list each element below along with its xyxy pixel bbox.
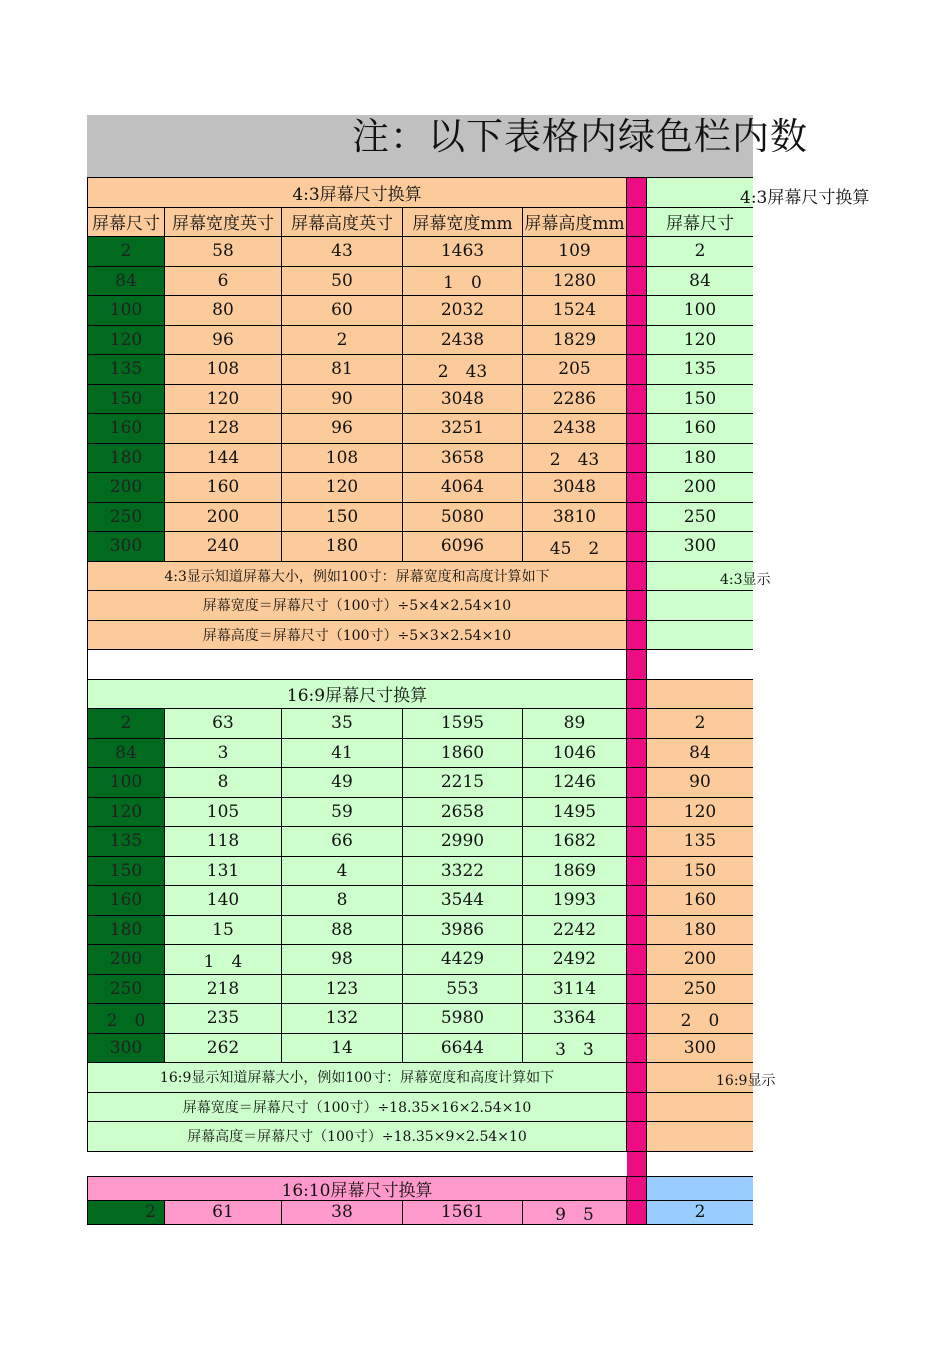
right-empty-cell[interactable] — [647, 621, 753, 651]
cell-screen-size[interactable]: 200 — [87, 945, 165, 975]
table-row — [87, 827, 753, 857]
cell-width-inch[interactable]: 63 — [165, 709, 282, 739]
cell-height-inch[interactable]: 120 — [282, 473, 403, 503]
cell-height-mm[interactable]: 2 43 — [523, 444, 627, 474]
table-row — [87, 503, 753, 533]
divider-cell — [627, 562, 647, 592]
cell-width-mm[interactable]: 1 0 — [403, 267, 523, 297]
divider-cell — [627, 178, 647, 208]
cell-width-inch[interactable]: 118 — [165, 827, 282, 857]
cell-height-mm[interactable]: 89 — [523, 709, 627, 739]
divider-cell — [627, 827, 647, 857]
right-cell-screen-size[interactable]: 150 — [647, 385, 753, 415]
section-1610-row — [87, 1201, 753, 1225]
right-43-title-cell[interactable] — [647, 178, 753, 208]
table-row — [87, 267, 753, 297]
right-cell-screen-size[interactable]: 200 — [647, 473, 753, 503]
cell-screen-size[interactable]: 2 — [87, 709, 165, 739]
cell-height-inch[interactable]: 180 — [282, 532, 403, 562]
section-169-formula-w-row — [87, 1093, 753, 1123]
cell-screen-size[interactable]: 150 — [87, 385, 165, 415]
right-cell-screen-size[interactable]: 2 — [647, 1201, 753, 1225]
table-row — [87, 355, 753, 385]
section-169-note-row — [87, 1063, 776, 1093]
table-row — [87, 945, 753, 975]
right-cell-screen-size[interactable]: 2 0 — [647, 1004, 753, 1034]
right-169-title-cell[interactable] — [647, 680, 753, 710]
right-cell-screen-size[interactable]: 90 — [647, 768, 753, 798]
cell-width-mm[interactable]: 2 43 — [403, 355, 523, 385]
divider-cell — [627, 414, 647, 444]
cell-height-mm[interactable]: 3048 — [523, 473, 627, 503]
cell-width-inch[interactable]: 105 — [165, 798, 282, 828]
section-169-title[interactable]: 16:9屏幕尺寸换算 — [87, 680, 627, 710]
divider-cell — [627, 1093, 647, 1123]
cell-screen-size[interactable]: 250 — [87, 975, 165, 1005]
cell-height-inch[interactable]: 132 — [282, 1004, 403, 1034]
cell-width-inch[interactable]: 144 — [165, 444, 282, 474]
cell-height-inch[interactable]: 81 — [282, 355, 403, 385]
divider-cell — [627, 1201, 647, 1225]
cell-height-mm[interactable]: 1246 — [523, 768, 627, 798]
section-43-formula-w-row — [87, 591, 753, 621]
cell-height-inch[interactable]: 38 — [282, 1201, 403, 1225]
right-cell-screen-size[interactable]: 135 — [647, 827, 753, 857]
table-row — [87, 1004, 753, 1034]
divider-cell — [627, 798, 647, 828]
cell-height-inch[interactable]: 2 — [282, 326, 403, 356]
cell-width-mm[interactable]: 4064 — [403, 473, 523, 503]
section-169-formula-height[interactable]: 屏幕高度＝屏幕尺寸（100寸）÷18.35×9×2.54×10 — [87, 1122, 627, 1152]
table-row — [87, 385, 753, 415]
cell-height-mm[interactable]: 205 — [523, 355, 627, 385]
cell-width-mm[interactable]: 4429 — [403, 945, 523, 975]
right-empty-cell[interactable] — [647, 650, 753, 680]
cell-width-inch[interactable]: 120 — [165, 385, 282, 415]
cell-screen-size[interactable]: 250 — [87, 503, 165, 533]
empty-gap — [87, 1152, 627, 1176]
divider-cell — [627, 208, 647, 238]
cell-width-inch[interactable]: 262 — [165, 1034, 282, 1064]
divider-cell — [627, 296, 647, 326]
cell-width-inch[interactable]: 58 — [165, 237, 282, 267]
cell-height-mm[interactable]: 3 3 — [523, 1034, 627, 1064]
cell-width-inch[interactable]: 235 — [165, 1004, 282, 1034]
right-empty-cell[interactable] — [647, 591, 753, 621]
right-cell-screen-size[interactable]: 200 — [647, 945, 753, 975]
section-169-formula-width[interactable]: 屏幕宽度＝屏幕尺寸（100寸）÷18.35×16×2.54×10 — [87, 1093, 627, 1123]
cell-width-mm[interactable]: 1561 — [403, 1201, 523, 1225]
divider-cell — [627, 650, 647, 680]
cell-width-inch[interactable]: 61 — [165, 1201, 282, 1225]
spreadsheet — [87, 177, 870, 1225]
cell-height-inch[interactable]: 60 — [282, 296, 403, 326]
cell-width-inch[interactable]: 15 — [165, 916, 282, 946]
right-cell-screen-size[interactable]: 120 — [647, 798, 753, 828]
section-169-title-row — [87, 680, 753, 710]
cell-width-mm[interactable]: 3048 — [403, 385, 523, 415]
cell-width-mm[interactable]: 6096 — [403, 532, 523, 562]
divider-cell — [627, 945, 647, 975]
right-cell-screen-size[interactable]: 300 — [647, 532, 753, 562]
table-row — [87, 739, 753, 769]
right-cell-screen-size[interactable]: 84 — [647, 267, 753, 297]
divider-cell — [627, 1177, 647, 1201]
divider-cell — [627, 237, 647, 267]
cell-height-inch[interactable]: 14 — [282, 1034, 403, 1064]
cell-height-inch[interactable]: 8 — [282, 886, 403, 916]
cell-height-inch[interactable]: 66 — [282, 827, 403, 857]
cell-screen-size[interactable]: 2 — [87, 237, 165, 267]
cell-height-mm[interactable]: 2242 — [523, 916, 627, 946]
cell-width-inch[interactable]: 160 — [165, 473, 282, 503]
right-empty-cell[interactable] — [647, 1122, 753, 1152]
cell-width-mm[interactable]: 3658 — [403, 444, 523, 474]
divider-cell — [627, 916, 647, 946]
divider-cell — [627, 1152, 647, 1176]
divider-cell — [627, 709, 647, 739]
cell-screen-size[interactable]: 160 — [87, 414, 165, 444]
cell-height-mm[interactable]: 3810 — [523, 503, 627, 533]
divider-cell — [627, 473, 647, 503]
divider-cell — [627, 975, 647, 1005]
right-cell-screen-size[interactable]: 160 — [647, 886, 753, 916]
cell-height-inch[interactable]: 98 — [282, 945, 403, 975]
cell-screen-size[interactable]: 120 — [87, 798, 165, 828]
right-cell-screen-size[interactable]: 250 — [647, 503, 753, 533]
cell-height-mm[interactable]: 9 5 — [523, 1201, 627, 1225]
cell-screen-size[interactable]: 84 — [87, 267, 165, 297]
section-169-note[interactable]: 16:9显示知道屏幕大小，例如100寸：屏幕宽度和高度计算如下 — [87, 1063, 627, 1093]
right-cell-screen-size[interactable]: 150 — [647, 857, 753, 887]
cell-width-inch[interactable]: 8 — [165, 768, 282, 798]
divider-cell — [627, 385, 647, 415]
table-row — [87, 768, 753, 798]
section-43-note-row — [87, 562, 771, 592]
cell-height-mm[interactable]: 2438 — [523, 414, 627, 444]
cell-width-mm[interactable]: 5080 — [403, 503, 523, 533]
divider-cell — [627, 857, 647, 887]
cell-screen-size[interactable]: 300 — [87, 1034, 165, 1064]
cell-height-mm[interactable]: 45 2 — [523, 532, 627, 562]
cell-width-inch[interactable]: 1 4 — [165, 945, 282, 975]
cell-screen-size[interactable]: 2 0 — [87, 1004, 165, 1034]
right-cell-screen-size[interactable]: 135 — [647, 355, 753, 385]
cell-screen-size[interactable]: 2 — [87, 1201, 165, 1225]
cell-screen-size[interactable]: 100 — [87, 296, 165, 326]
section-43-title-row — [87, 177, 870, 208]
cell-height-mm[interactable]: 2492 — [523, 945, 627, 975]
section-43-formula-height[interactable]: 屏幕高度＝屏幕尺寸（100寸）÷5×3×2.54×10 — [87, 621, 627, 651]
cell-screen-size[interactable]: 150 — [87, 857, 165, 887]
cell-width-mm[interactable]: 3251 — [403, 414, 523, 444]
header-height-mm[interactable]: 屏幕高度mm — [523, 208, 627, 238]
cell-width-mm[interactable]: 2438 — [403, 326, 523, 356]
cell-screen-size[interactable]: 180 — [87, 444, 165, 474]
header-height-inch[interactable]: 屏幕高度英寸 — [282, 208, 403, 238]
section-43-formula-width[interactable]: 屏幕宽度＝屏幕尺寸（100寸）÷5×4×2.54×10 — [87, 591, 627, 621]
right-43-title: 4:3屏幕尺寸换算 — [740, 188, 870, 208]
cell-width-mm[interactable]: 3544 — [403, 886, 523, 916]
right-cell-screen-size[interactable]: 180 — [647, 444, 753, 474]
section-43-header-row — [87, 208, 753, 238]
divider-cell — [627, 503, 647, 533]
table-row — [87, 532, 753, 562]
cell-width-mm[interactable]: 553 — [403, 975, 523, 1005]
table-row — [87, 709, 753, 739]
cell-height-inch[interactable]: 96 — [282, 414, 403, 444]
section-169-formula-h-row — [87, 1122, 753, 1152]
table-row — [87, 473, 753, 503]
right-cell-screen-size[interactable]: 300 — [647, 1034, 753, 1064]
right-cell-screen-size[interactable]: 2 — [647, 237, 753, 267]
divider-cell — [627, 532, 647, 562]
cell-width-inch[interactable]: 108 — [165, 355, 282, 385]
section-43-title[interactable]: 4:3屏幕尺寸换算 — [87, 178, 627, 208]
right-header-screen-size[interactable]: 屏幕尺寸 — [647, 208, 753, 238]
header-width-mm[interactable]: 屏幕宽度mm — [403, 208, 523, 238]
cell-screen-size[interactable]: 100 — [87, 768, 165, 798]
empty-cell[interactable] — [87, 650, 627, 680]
table-row — [87, 296, 753, 326]
cell-height-inch[interactable]: 123 — [282, 975, 403, 1005]
divider-cell — [627, 444, 647, 474]
cell-height-inch[interactable]: 90 — [282, 385, 403, 415]
cell-width-inch[interactable]: 200 — [165, 503, 282, 533]
cell-screen-size[interactable]: 135 — [87, 355, 165, 385]
right-169-note: 16:9显示 — [716, 1073, 776, 1089]
cell-width-inch[interactable]: 240 — [165, 532, 282, 562]
right-cell-screen-size[interactable]: 100 — [647, 296, 753, 326]
section-1610-title-row — [87, 1176, 753, 1201]
divider-cell — [627, 591, 647, 621]
cell-width-inch[interactable]: 218 — [165, 975, 282, 1005]
table-row — [87, 886, 753, 916]
cell-width-mm[interactable]: 2215 — [403, 768, 523, 798]
cell-height-mm[interactable]: 1993 — [523, 886, 627, 916]
cell-height-mm[interactable]: 1829 — [523, 326, 627, 356]
cell-height-mm[interactable]: 1495 — [523, 798, 627, 828]
cell-screen-size[interactable]: 200 — [87, 473, 165, 503]
divider-cell — [627, 267, 647, 297]
cell-width-inch[interactable]: 6 — [165, 267, 282, 297]
divider-cell — [627, 621, 647, 651]
table-row — [87, 975, 753, 1005]
cell-height-inch[interactable]: 108 — [282, 444, 403, 474]
cell-height-mm[interactable]: 1280 — [523, 267, 627, 297]
cell-screen-size[interactable]: 135 — [87, 827, 165, 857]
cell-height-mm[interactable]: 1046 — [523, 739, 627, 769]
cell-height-inch[interactable]: 49 — [282, 768, 403, 798]
cell-height-mm[interactable]: 109 — [523, 237, 627, 267]
table-row — [87, 326, 753, 356]
cell-width-mm[interactable]: 2032 — [403, 296, 523, 326]
gap-row — [87, 1152, 753, 1176]
cell-height-mm[interactable]: 3364 — [523, 1004, 627, 1034]
cell-screen-size[interactable]: 120 — [87, 326, 165, 356]
cell-screen-size[interactable]: 180 — [87, 916, 165, 946]
cell-height-mm[interactable]: 2286 — [523, 385, 627, 415]
divider-cell — [627, 326, 647, 356]
cell-height-inch[interactable]: 150 — [282, 503, 403, 533]
table-row — [87, 414, 753, 444]
cell-screen-size[interactable]: 84 — [87, 739, 165, 769]
cell-width-mm[interactable]: 5980 — [403, 1004, 523, 1034]
cell-width-mm[interactable]: 1595 — [403, 709, 523, 739]
right-cell-screen-size[interactable]: 84 — [647, 739, 753, 769]
right-cell-screen-size[interactable]: 120 — [647, 326, 753, 356]
cell-height-mm[interactable]: 1869 — [523, 857, 627, 887]
right-cell-screen-size[interactable]: 160 — [647, 414, 753, 444]
cell-screen-size[interactable]: 160 — [87, 886, 165, 916]
right-empty-cell[interactable] — [647, 1093, 753, 1123]
cell-width-mm[interactable]: 3322 — [403, 857, 523, 887]
section-43-note[interactable]: 4:3显示知道屏幕大小，例如100寸：屏幕宽度和高度计算如下 — [87, 562, 627, 592]
cell-height-inch[interactable]: 43 — [282, 237, 403, 267]
cell-height-mm[interactable]: 3114 — [523, 975, 627, 1005]
right-43-note: 4:3显示 — [720, 571, 771, 588]
cell-width-inch[interactable]: 140 — [165, 886, 282, 916]
cell-width-inch[interactable]: 3 — [165, 739, 282, 769]
table-row — [87, 798, 753, 828]
right-cell-screen-size[interactable]: 2 — [647, 709, 753, 739]
cell-height-inch[interactable]: 88 — [282, 916, 403, 946]
cell-width-inch[interactable]: 80 — [165, 296, 282, 326]
right-cell-screen-size[interactable]: 180 — [647, 916, 753, 946]
cell-height-inch[interactable]: 4 — [282, 857, 403, 887]
banner-title: 注：以下表格内绿色栏内数 — [352, 115, 808, 158]
divider-cell — [627, 1122, 647, 1152]
divider-cell — [627, 1034, 647, 1064]
cell-width-mm[interactable]: 2990 — [403, 827, 523, 857]
cell-height-inch[interactable]: 50 — [282, 267, 403, 297]
cell-height-mm[interactable]: 1524 — [523, 296, 627, 326]
spacer-row — [87, 650, 753, 680]
section-1610-title[interactable]: 16:10屏幕尺寸换算 — [87, 1177, 627, 1201]
cell-height-inch[interactable]: 35 — [282, 709, 403, 739]
right-1610-title-cell[interactable] — [647, 1177, 753, 1201]
divider-cell — [627, 1063, 647, 1093]
divider-cell — [627, 355, 647, 385]
divider-cell — [627, 768, 647, 798]
header-screen-size[interactable]: 屏幕尺寸 — [87, 208, 165, 238]
cell-width-mm[interactable]: 6644 — [403, 1034, 523, 1064]
right-cell-screen-size[interactable]: 250 — [647, 975, 753, 1005]
cell-screen-size[interactable]: 300 — [87, 532, 165, 562]
cell-width-inch[interactable]: 131 — [165, 857, 282, 887]
table-row — [87, 237, 753, 267]
table-row — [87, 1034, 753, 1064]
table-row — [87, 444, 753, 474]
cell-width-inch[interactable]: 128 — [165, 414, 282, 444]
divider-cell — [627, 680, 647, 710]
cell-width-inch[interactable]: 96 — [165, 326, 282, 356]
cell-width-mm[interactable]: 1463 — [403, 237, 523, 267]
table-row — [87, 916, 753, 946]
header-width-inch[interactable]: 屏幕宽度英寸 — [165, 208, 282, 238]
cell-width-mm[interactable]: 1860 — [403, 739, 523, 769]
divider-cell — [627, 739, 647, 769]
cell-height-mm[interactable]: 1682 — [523, 827, 627, 857]
cell-height-inch[interactable]: 41 — [282, 739, 403, 769]
divider-cell — [627, 886, 647, 916]
cell-height-inch[interactable]: 59 — [282, 798, 403, 828]
divider-cell — [627, 1004, 647, 1034]
cell-width-mm[interactable]: 3986 — [403, 916, 523, 946]
cell-width-mm[interactable]: 2658 — [403, 798, 523, 828]
section-43-formula-h-row — [87, 621, 753, 651]
table-row — [87, 857, 753, 887]
